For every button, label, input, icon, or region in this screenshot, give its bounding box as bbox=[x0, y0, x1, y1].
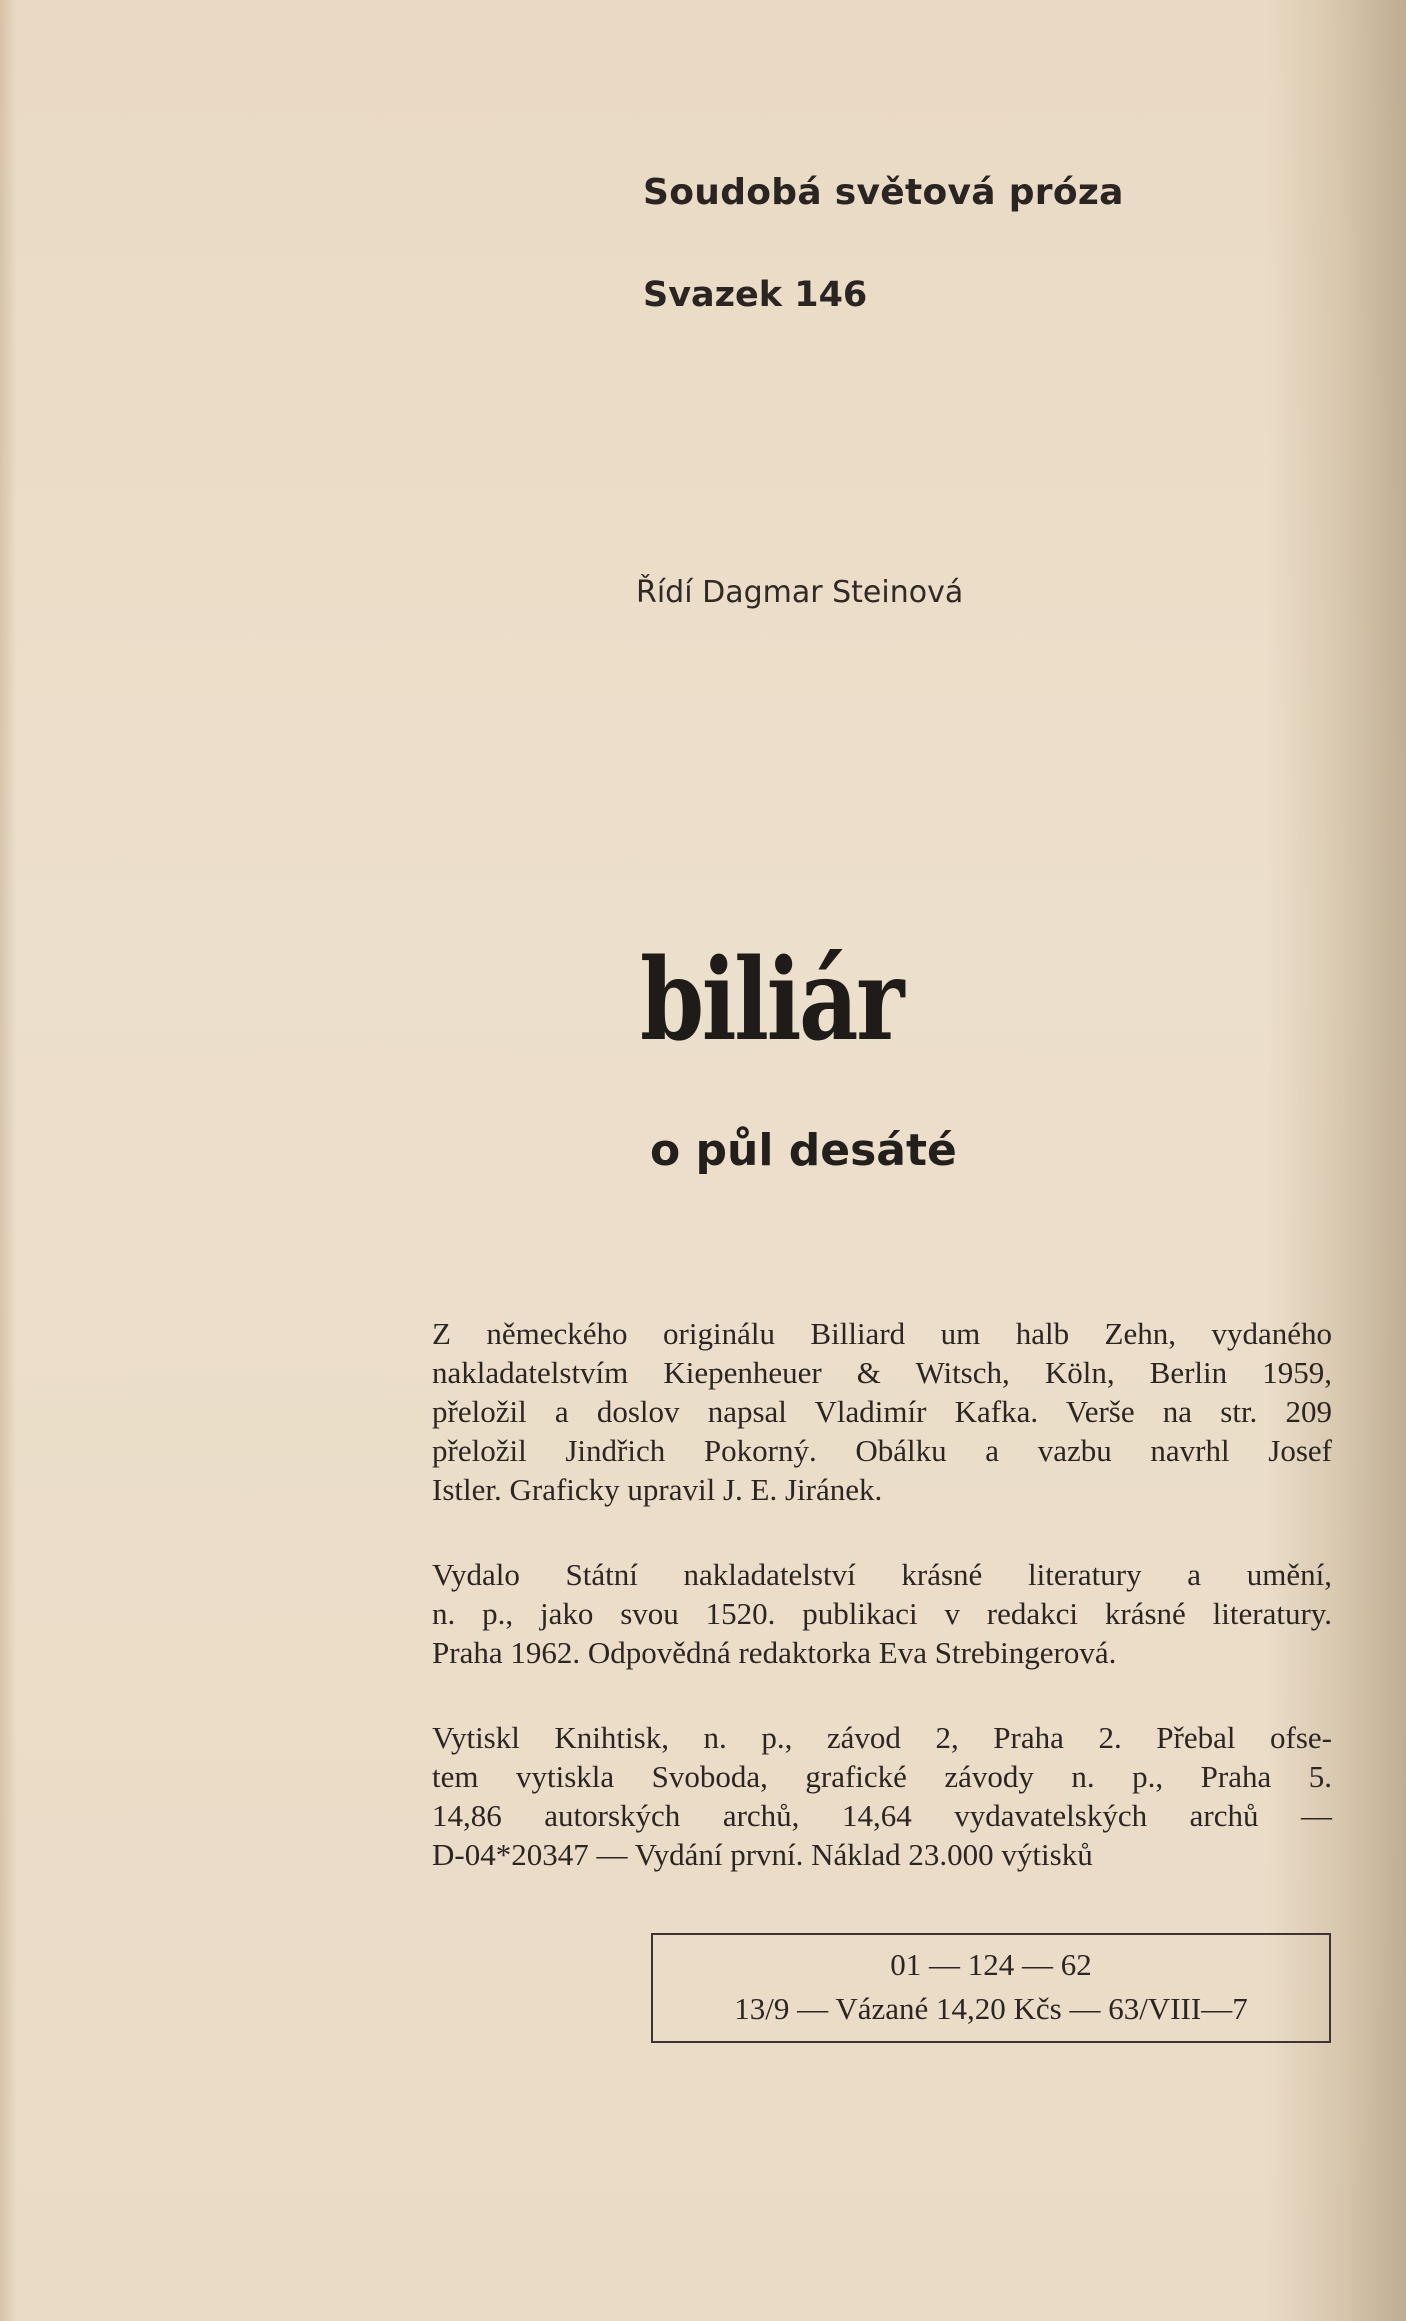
colophon-line: 14,86 autorských archů, 14,64 vydavatelských archů — bbox=[432, 1798, 1332, 1833]
colophon-printer-paragraph bbox=[432, 1718, 1332, 1874]
colophon-publisher-paragraph bbox=[432, 1555, 1332, 1672]
series-editor: Řídí Dagmar Steinová bbox=[636, 575, 964, 610]
colophon-line: tem vytiskla Svoboda, grafické závody n. p., Praha 5. bbox=[432, 1759, 1332, 1794]
colophon-line: přeložil Jindřich Pokorný. Obálku a vazbu navrhl Josef bbox=[432, 1433, 1332, 1468]
colophon-line: D-04*20347 — Vydání první. Náklad 23.000 výtisků bbox=[432, 1837, 1093, 1872]
series-title: Soudobá světová próza bbox=[643, 172, 1124, 213]
book-title: biliár bbox=[640, 935, 903, 1066]
colophon-line: Istler. Graficky upravil J. E. Jiránek. bbox=[432, 1472, 883, 1507]
colophon-line: Praha 1962. Odpovědná redaktorka Eva Strebingerová. bbox=[432, 1635, 1117, 1670]
colophon-translation-paragraph bbox=[432, 1314, 1332, 1509]
colophon-line: Vydalo Státní nakladatelství krásné literatury a umění, bbox=[432, 1557, 1332, 1592]
colophon-line: Vytiskl Knihtisk, n. p., závod 2, Praha 2. Přebal ofse- bbox=[432, 1720, 1332, 1755]
price-code-box bbox=[651, 1933, 1331, 2043]
colophon-line: Z německého originálu Billiard um halb Zehn, vydaného bbox=[432, 1316, 1332, 1351]
colophon-line: n. p., jako svou 1520. publikaci v redakci krásné literatury. bbox=[432, 1596, 1332, 1631]
book-subtitle: o půl desáté bbox=[650, 1125, 957, 1176]
volume-number: Svazek 146 bbox=[643, 275, 868, 315]
price-line: 13/9 — Vázané 14,20 Kčs — 63/VIII—7 bbox=[734, 1991, 1248, 2026]
catalog-code: 01 — 124 — 62 bbox=[890, 1947, 1092, 1982]
colophon-line: přeložil a doslov napsal Vladimír Kafka. Verše na str. 209 bbox=[432, 1394, 1332, 1429]
colophon-line: nakladatelstvím Kiepenheuer & Witsch, Köln, Berlin 1959, bbox=[432, 1355, 1332, 1390]
